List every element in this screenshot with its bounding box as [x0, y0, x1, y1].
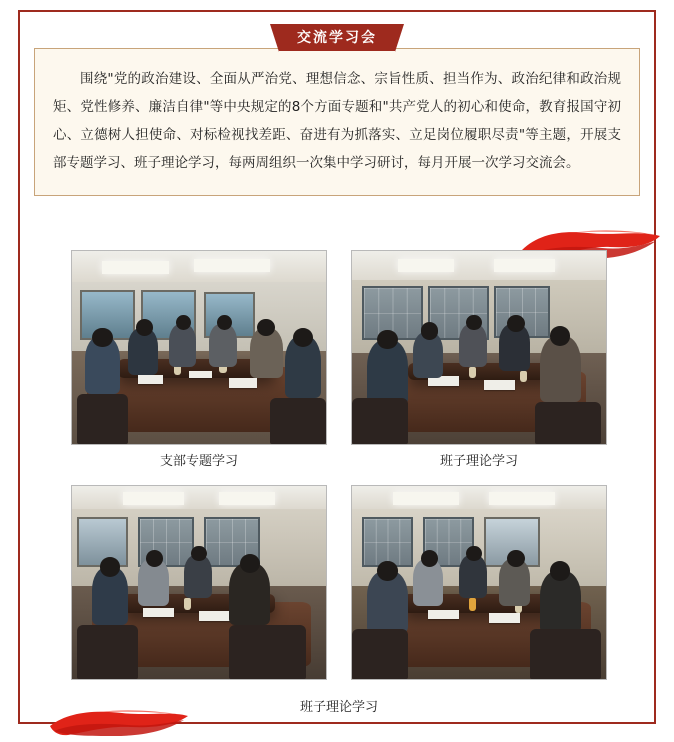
gallery-item [71, 485, 327, 688]
photo-branch-study[interactable] [71, 250, 327, 445]
photo-gallery [20, 250, 658, 715]
gallery-item [351, 485, 607, 688]
photo-leadership-study-2[interactable] [71, 485, 327, 680]
content-card [18, 10, 656, 724]
photo-leadership-study-1[interactable] [351, 250, 607, 445]
gallery-item [71, 250, 327, 471]
gallery-row-2 [20, 485, 658, 688]
gallery-item [351, 250, 607, 471]
photo-caption: 支部专题学习 [159, 454, 238, 469]
photo-caption: 班子理论学习 [439, 454, 518, 469]
section-title-banner: 交流学习会 [279, 24, 395, 51]
gallery-row-1 [20, 250, 658, 471]
gallery-row-2-caption: 班子理论学习 [299, 700, 378, 715]
photo-leadership-study-3[interactable] [351, 485, 607, 680]
paragraph-text: 围绕"党的政治建设、全面从严治党、理想信念、宗旨性质、担当作为、政治纪律和政治规矩、党性修养、廉洁自律"等中央规定的8个方面专题和"共产党人的初心和使命，教育报国守初心、立德树人担使命、对标检视找差距、奋进有为抓落实、立足岗位履职尽责"等主题，开展支部专题学习、班子理论学习，每两周组织一次集中学习研讨，每月开展一次学习交流会。 [53, 71, 621, 171]
highlight-paragraph-box [34, 48, 640, 196]
